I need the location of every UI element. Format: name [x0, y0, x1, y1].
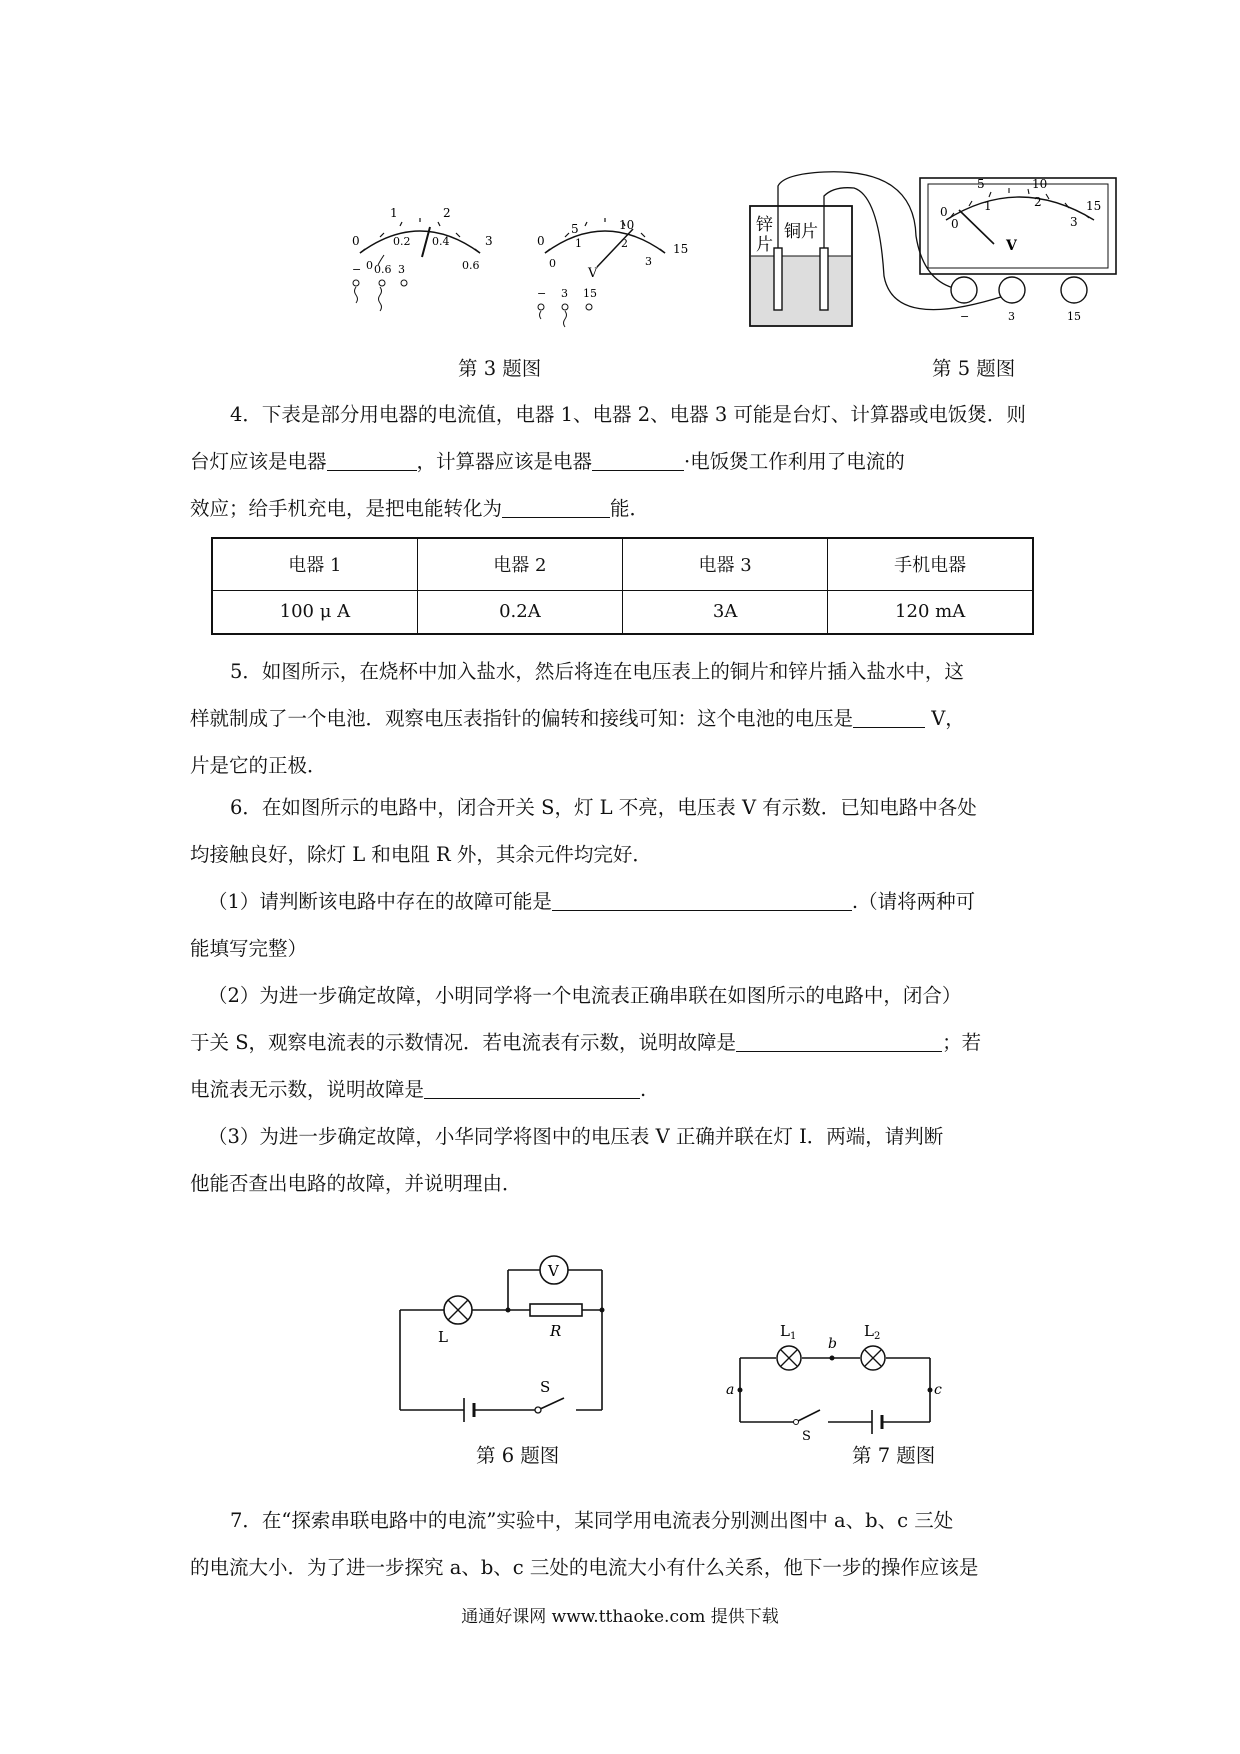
page-footer: 通通好课网 www.tthaoke.com 提供下载 — [461, 1607, 779, 1627]
q6-line2: 均接触良好，除灯 L 和电阻 R 外，其余元件均完好． — [190, 843, 652, 866]
q4-line3 — [190, 485, 1060, 532]
fig6-circuit — [390, 1252, 650, 1427]
fig7-circuit — [720, 1310, 950, 1440]
voltmeter-top-2: 10 — [619, 218, 635, 232]
q6-p1 — [190, 878, 1060, 925]
ammeter-term-3: 3 — [398, 263, 405, 276]
table-cell: 0.2A — [417, 590, 622, 634]
table-row — [212, 590, 1033, 634]
fig7-l2-label: $L_2$ — [864, 1322, 881, 1342]
lamp-l1-icon — [777, 1346, 801, 1370]
q4-line1: 4．下表是部分用电器的电流值，电器 1、电器 2、电器 3 可能是台灯、计算器或电饭煲．则 — [230, 403, 1026, 426]
q6-p2e: . — [640, 1078, 647, 1101]
ammeter-term-neg: − — [352, 263, 362, 276]
q4-line3b: 能． — [610, 497, 650, 520]
fig5-battery-voltmeter — [744, 166, 1124, 336]
q6-p1b: .（请将两种可 — [851, 890, 976, 913]
q5-text — [190, 648, 1060, 789]
zinc-label-2: 片 — [756, 235, 773, 255]
lamp-l2-icon — [861, 1346, 885, 1370]
voltmeter-bottom-2: 2 — [621, 237, 628, 250]
q4-blank-lamp[interactable] — [327, 448, 417, 471]
fig5-bottom-0: 0 — [951, 217, 959, 231]
fig5-voltmeter — [920, 177, 1116, 323]
ammeter-top-1: 1 — [390, 206, 398, 220]
fig5-caption: 第 5 题图 — [932, 357, 1016, 380]
q6-blank-no-reading[interactable] — [424, 1076, 640, 1099]
fig5-top-0: 0 — [940, 205, 948, 219]
fig7-l1-label: $L_1$ — [780, 1322, 797, 1342]
q5-line2b: V， — [925, 707, 965, 730]
ammeter-bottom-1: 0.2 — [393, 235, 411, 248]
q6-p2c: ；若 — [942, 1031, 982, 1054]
lamp-icon — [444, 1296, 472, 1324]
fig5-top-3: 15 — [1086, 199, 1102, 213]
beaker — [750, 206, 852, 326]
current-table — [211, 537, 1034, 635]
q7-line1: 7．在“探索串联电路中的电流”实验中，某同学用电流表分别测出图中 a、b、c 三处 — [230, 1509, 954, 1532]
q6-p2-line2 — [190, 1019, 1060, 1066]
fig6-resistor-label: R — [550, 1322, 562, 1340]
q6-line1: 6．在如图所示的电路中，闭合开关 S，灯 L 不亮，电压表 V 有示数．已知电路中各处 — [230, 796, 977, 819]
q4-line2c: ·电饭煲工作利用了电流的 — [684, 450, 905, 473]
q6-p1a: （1）请判断该电路中存在的故障可能是 — [208, 890, 552, 913]
fig3-caption: 第 3 题图 — [458, 357, 542, 380]
q6-text — [190, 784, 1060, 1207]
voltmeter-top-0: 0 — [537, 234, 545, 248]
fig5-bottom-2: 2 — [1034, 195, 1042, 209]
q5-line2a: 样就制成了一个电池．观察电压表指针的偏转和接线可知：这个电池的电压是 — [190, 707, 854, 730]
table-cell: 3A — [623, 590, 828, 634]
q6-p2b: 于关 S，观察电流表的示数情况．若电流表有示数，说明故障是 — [190, 1031, 737, 1054]
fig5-bottom-3: 3 — [1070, 215, 1078, 229]
voltmeter-bottom-3: 3 — [645, 255, 652, 268]
voltmeter-top-3: 15 — [673, 242, 689, 256]
q6-p3a: （3）为进一步确定故障，小华同学将图中的电压表 V 正确并联在灯 I．两端，请判断 — [208, 1125, 944, 1148]
table-header-cell: 电器 3 — [623, 538, 828, 590]
fig7-a-label: a — [726, 1382, 735, 1398]
voltmeter-term-neg: − — [537, 287, 547, 300]
q6-p1c: 能填写完整） — [190, 937, 308, 960]
zinc-label-1: 锌 — [756, 215, 773, 235]
ammeter-bottom-3: 0.6 — [462, 259, 480, 272]
fig7-caption: 第 7 题图 — [852, 1444, 936, 1467]
q4-line2a: 台灯应该是电器 — [190, 450, 327, 473]
ammeter-dial — [352, 206, 493, 311]
q4-line2 — [190, 438, 1060, 485]
fig6-caption: 第 6 题图 — [476, 1444, 560, 1467]
voltmeter-term-3: 3 — [561, 287, 568, 300]
q6-p3b: 他能否查出电路的故障，并说明理由． — [190, 1172, 522, 1195]
q4-blank-energy[interactable] — [502, 495, 610, 518]
q4-text — [190, 391, 1060, 532]
q4-blank-calculator[interactable] — [592, 448, 684, 471]
q6-p2a: （2）为进一步确定故障，小明同学将一个电流表正确串联在如图所示的电路中，闭合） — [208, 984, 962, 1007]
fig6-lamp-label: L — [438, 1328, 448, 1346]
fig5-top-1: 5 — [977, 177, 985, 191]
ammeter-bottom-0: 0 — [366, 259, 373, 272]
fig6-switch-label: S — [540, 1378, 551, 1396]
q6-blank-has-reading[interactable] — [736, 1029, 942, 1052]
q6-p2-line3 — [190, 1066, 1060, 1113]
fig6-meter-label: V — [548, 1262, 559, 1280]
copper-label: 铜片 — [784, 222, 818, 242]
fig7-switch-label: S — [802, 1429, 811, 1440]
fig3-meters — [340, 205, 720, 330]
voltmeter-term-15: 15 — [583, 287, 597, 300]
fig7-b-label: b — [828, 1336, 837, 1352]
table-header-cell: 电器 2 — [417, 538, 622, 590]
ammeter-bottom-2: 0.4 — [432, 235, 450, 248]
q7-text — [190, 1497, 1060, 1591]
ammeter-top-3: 3 — [485, 234, 493, 248]
q5-line2 — [190, 695, 1060, 742]
table-row — [212, 538, 1033, 590]
ammeter-term-06: 0.6 — [374, 263, 392, 276]
table-header-cell: 电器 1 — [212, 538, 417, 590]
voltmeter-unit: V — [588, 266, 598, 281]
fig5-term-15: 15 — [1067, 310, 1081, 323]
table-cell: 120 mA — [828, 590, 1033, 634]
table-header-cell: 手机电器 — [828, 538, 1033, 590]
fig5-term-neg: − — [960, 310, 970, 323]
q5-line1: 5．如图所示，在烧杯中加入盐水，然后将连在电压表上的铜片和锌片插入盐水中，这 — [230, 660, 964, 683]
voltmeter-icon — [540, 1256, 568, 1284]
fig5-bottom-1: 1 — [984, 199, 992, 213]
ammeter-top-0: 0 — [352, 234, 360, 248]
q4-line3a: 效应；给手机充电，是把电能转化为 — [190, 497, 503, 520]
q7-line2: 的电流大小．为了进一步探究 a、b、c 三处的电流大小有什么关系，他下一步的操作应该是 — [190, 1556, 979, 1579]
q6-p2d: 电流表无示数，说明故障是 — [190, 1078, 425, 1101]
table-cell: 100 μ A — [212, 590, 417, 634]
q5-line3: 片是它的正极． — [190, 754, 327, 777]
q4-line2b: ，计算器应该是电器 — [416, 450, 593, 473]
fig5-top-2: 10 — [1032, 177, 1048, 191]
ammeter-top-2: 2 — [443, 206, 451, 220]
fig7-c-label: c — [934, 1382, 942, 1398]
fig5-unit: V — [1006, 238, 1017, 254]
q6-blank-fault[interactable] — [552, 888, 852, 911]
fig5-term-3: 3 — [1008, 310, 1015, 323]
voltmeter-dial — [537, 218, 688, 327]
voltmeter-bottom-1: 1 — [575, 237, 582, 250]
voltmeter-top-1: 5 — [571, 222, 579, 236]
voltmeter-bottom-0: 0 — [549, 257, 556, 270]
q5-blank-voltage[interactable] — [853, 705, 925, 728]
